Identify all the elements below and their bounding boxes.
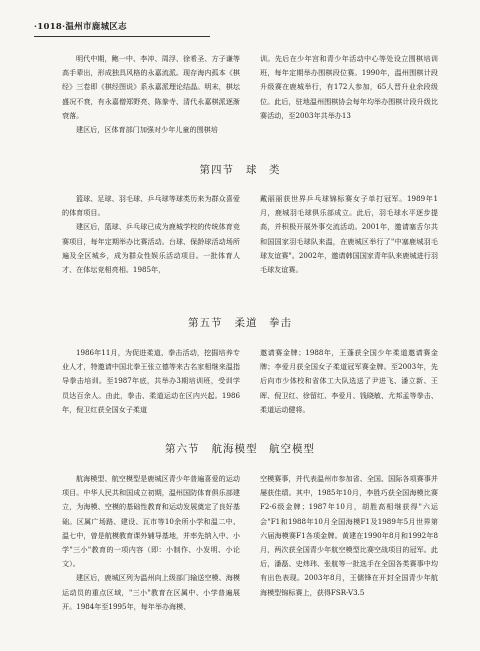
right-column: [260, 192, 438, 277]
paragraph: 篮球、足球、羽毛球、乒乓球等球类历来为群众喜爱的体育项目。: [62, 194, 240, 218]
section-number: 第六节: [165, 443, 200, 455]
page-header: ·1018·温州市鹿城区志: [34, 22, 127, 32]
section-number: 第四节: [199, 164, 234, 176]
section-title-model-sports: [0, 441, 480, 456]
paragraph: 空模赛事，并代表温州市参加省、全国、国际各项赛事并屡获佳绩。其中，1985年10月，李胜巧获全国海模比赛F2-6级金牌；1987年10月，胡胜高相继获得"六运会"F1和1988年10月全国海模F1及1989年5月世界第六届海模赛F1各项金牌。黄建在1990年8月和1992年8月，两次获全国青少年航空模型比赛空战项目的冠军。此后，潘磊、史炜玮、张航等一批选手在全国各类赛事中均有出色表现。2003年8月，王儒锋在开封全国青少年航海模型锦标赛上，获得FSR-V3.5: [260, 474, 438, 597]
paragraph: 建区后，鹿城区列为温州向上级部门输送空模、海模运动员的重点区域，"三小"教育在区属中、小学普遍展开。1984年至1995年，每年举办海模、: [62, 573, 240, 611]
left-column: [62, 52, 240, 137]
section-title-ball-games: [0, 162, 480, 177]
left-column: [62, 472, 240, 614]
section-name: 柔道 拳击: [234, 317, 292, 329]
section-name: 球 类: [246, 164, 281, 176]
paragraph: 戴丽丽获世界乒乓球锦标赛女子单打冠军。1989年1月，鹿城羽毛球俱乐部成立。此后，羽毛球水平逐步提高，并积极开展外事交流活动。2001年，邀请塞舌尔共和国国家羽毛球队来温，在鹿城区举行了"中塞鹿城羽毛球友谊赛"。2002年，邀请韩国国家青年队来鹿城进行羽毛球友谊赛。: [260, 194, 438, 275]
paragraph: 邀请赛金牌；1988年，王蓬获全国少年柔道邀请赛金牌；李爱月获全国女子柔道冠军赛金牌。至2003年，先后向市少体校和省体工大队选送了尹进飞、潘立新、王晖、倪卫红、徐留红、李爱月、钱晓敏、尤邦孟等拳击、柔道运动健将。: [260, 348, 438, 414]
header-rule: [34, 36, 210, 37]
section-title-judo-boxing: [0, 315, 480, 330]
text-block-1: [62, 52, 438, 137]
right-column: [260, 52, 438, 137]
left-column: [62, 346, 240, 417]
paragraph: 航海模型、航空模型是鹿城区青少年普遍喜爱的运动项目。中华人民共和国成立初期，温州国防体育俱乐部建立，为海模、空模的基础性教育和运动发展奠定了良好基础。区属广场路、建设、瓦市等10余所小学和温二中、温七中，曾是航模教育课外辅导基地，并率先纳入中、小学"三小"教育的一项内容（即：小制作、小发明、小论文）。: [62, 474, 240, 569]
section-number: 第五节: [188, 317, 223, 329]
text-block-ball-games: [62, 192, 438, 277]
paragraph: 明代中期，鲍一中、李冲、周浮、徐希圣、方子谦等高手辈出，形成独具风格的永嘉流派。现存海内孤本《棋经》三卷即《棋经图说》系永嘉派理论结晶。明末，棋坛盛况不衰，有永嘉僧郑野亮、陈豢寺、清代永嘉棋派逐渐衰落。: [62, 54, 240, 120]
section-name: 航海模型 航空模型: [211, 443, 315, 455]
paragraph: 训。先后在少年宫和青少年活动中心等处设立围棋培训班，每年定期举办围棋段位赛。1990年，温州围棋计段升级赛在鹿城举行，有172人参加，65人晋升业余段级位。此后，驻地温州围棋协会每年均举办围棋计段升级比赛活动，至2003年共举办13: [260, 54, 438, 120]
paragraph: 1986年11月，为促进柔道、拳击活动，挖掘培养专业人才，特邀请中国北拳王张立德等来古名家相继来温指导拳击培训。至1987年底，共举办3期培训班，受训学员达百余人。由此，拳击、柔道运动在区内兴起。1986年，倪卫红获全国女子柔道: [62, 348, 240, 414]
text-block-model-sports: [62, 472, 438, 614]
paragraph: 建区后，区体育部门加强对少年儿童的围棋培: [76, 125, 218, 135]
paragraph: 建区后，篮球、乒乓球已成为鹿城学校的传统体育竞赛项目，每年定期举办比赛活动。台球、保龄球活动场所遍及全区城乡，成为群众性娱乐活动项目。一批体育人才、在体坛竞相亮相。1985年，: [62, 222, 240, 275]
text-block-judo-boxing: [62, 346, 438, 417]
right-column: [260, 472, 438, 614]
left-column: [62, 192, 240, 277]
right-column: [260, 346, 438, 417]
